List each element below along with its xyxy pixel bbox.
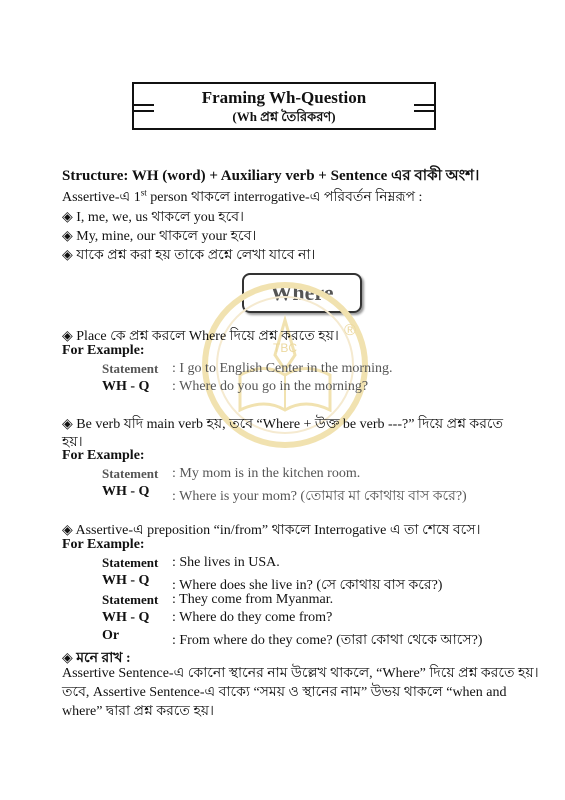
structure-line: Structure: WH (word) + Auxiliary verb + Sentence এর বাকী অংশ। bbox=[62, 168, 480, 184]
example-label: WH - Q bbox=[102, 610, 150, 625]
note-heading: ◈ মনে রাখ : bbox=[62, 651, 131, 666]
example-text: : I go to English Center in the morning. bbox=[172, 361, 393, 376]
example-label: WH - Q bbox=[102, 573, 150, 588]
example-label: Statement bbox=[102, 592, 159, 607]
section1-rule: ◈ Place কে প্রশ্ন করলে Where দিয়ে প্রশ্ন করতে হয়। bbox=[62, 329, 339, 344]
example-label: Statement bbox=[102, 361, 159, 376]
page-subtitle: (Wh প্রশ্ন তৈরিকরণ) bbox=[232, 109, 336, 124]
example-label: Statement bbox=[102, 555, 159, 570]
note-line: তবে, Assertive Sentence-এ বাক্যে “সময় ও স্থানের নাম” উভয় থাকলে “when and bbox=[62, 685, 507, 700]
note-body bbox=[62, 664, 539, 721]
example-text: : Where do you go in the morning? bbox=[172, 379, 369, 394]
section1-for-example: For Example: bbox=[62, 343, 145, 358]
section2-rule-cont: হয়। bbox=[62, 435, 83, 450]
structure-bullet: ◈ I, me, we, us থাকলে you হবে। bbox=[62, 210, 245, 225]
title-box bbox=[132, 82, 436, 130]
where-heading: Where bbox=[242, 273, 362, 313]
example-text: : They come from Myanmar. bbox=[172, 592, 334, 607]
structure-intro: Assertive-এ 1st person থাকলে interrogative-এ পরিবর্তন নিম্নরূপ : bbox=[62, 187, 423, 205]
section3-rule: ◈ Assertive-এ preposition “in/from” থাকলে Interrogative এ তা শেষে বসে। bbox=[62, 523, 481, 538]
example-text: : My mom is in the kitchen room. bbox=[172, 466, 361, 481]
example-label: WH - Q bbox=[102, 484, 150, 499]
note-line: where” দ্বারা প্রশ্ন করতে হয়। bbox=[62, 704, 215, 719]
structure-bullet: ◈ যাকে প্রশ্ন করা হয় তাকে প্রশ্নে লেখা যাবে না। bbox=[62, 248, 316, 263]
structure-bullet: ◈ My, mine, our থাকলে your হবে। bbox=[62, 229, 257, 244]
section2-rule: ◈ Be verb যদি main verb হয়, তবে “Where + উক্ত be verb ---?” দিয়ে প্রশ্ন করতে bbox=[62, 417, 504, 432]
example-text: : Where is your mom? (তোমার মা কোথায় বাস করে?) bbox=[172, 489, 467, 504]
example-text: : She lives in USA. bbox=[172, 555, 280, 570]
page-title: Framing Wh-Question bbox=[201, 88, 367, 107]
watermark-registered: ® bbox=[344, 322, 356, 339]
watermark-text: TBC bbox=[273, 341, 297, 355]
example-label: Or bbox=[102, 628, 120, 643]
note-line: Assertive Sentence-এ কোনো স্থানের নাম উল্লেখ থাকলে, “Where” দিয়ে প্রশ্ন করতে হয়। bbox=[62, 666, 539, 681]
example-label: WH - Q bbox=[102, 379, 150, 394]
section3-for-example: For Example: bbox=[62, 537, 145, 552]
example-text: : Where do they come from? bbox=[172, 610, 333, 625]
example-text: : Where does she live in? (সে কোথায় বাস করে?) bbox=[172, 578, 443, 593]
section2-for-example: For Example: bbox=[62, 448, 145, 463]
example-label: Statement bbox=[102, 466, 159, 481]
example-text: : From where do they come? (তারা কোথা থেকে আসে?) bbox=[172, 633, 483, 648]
